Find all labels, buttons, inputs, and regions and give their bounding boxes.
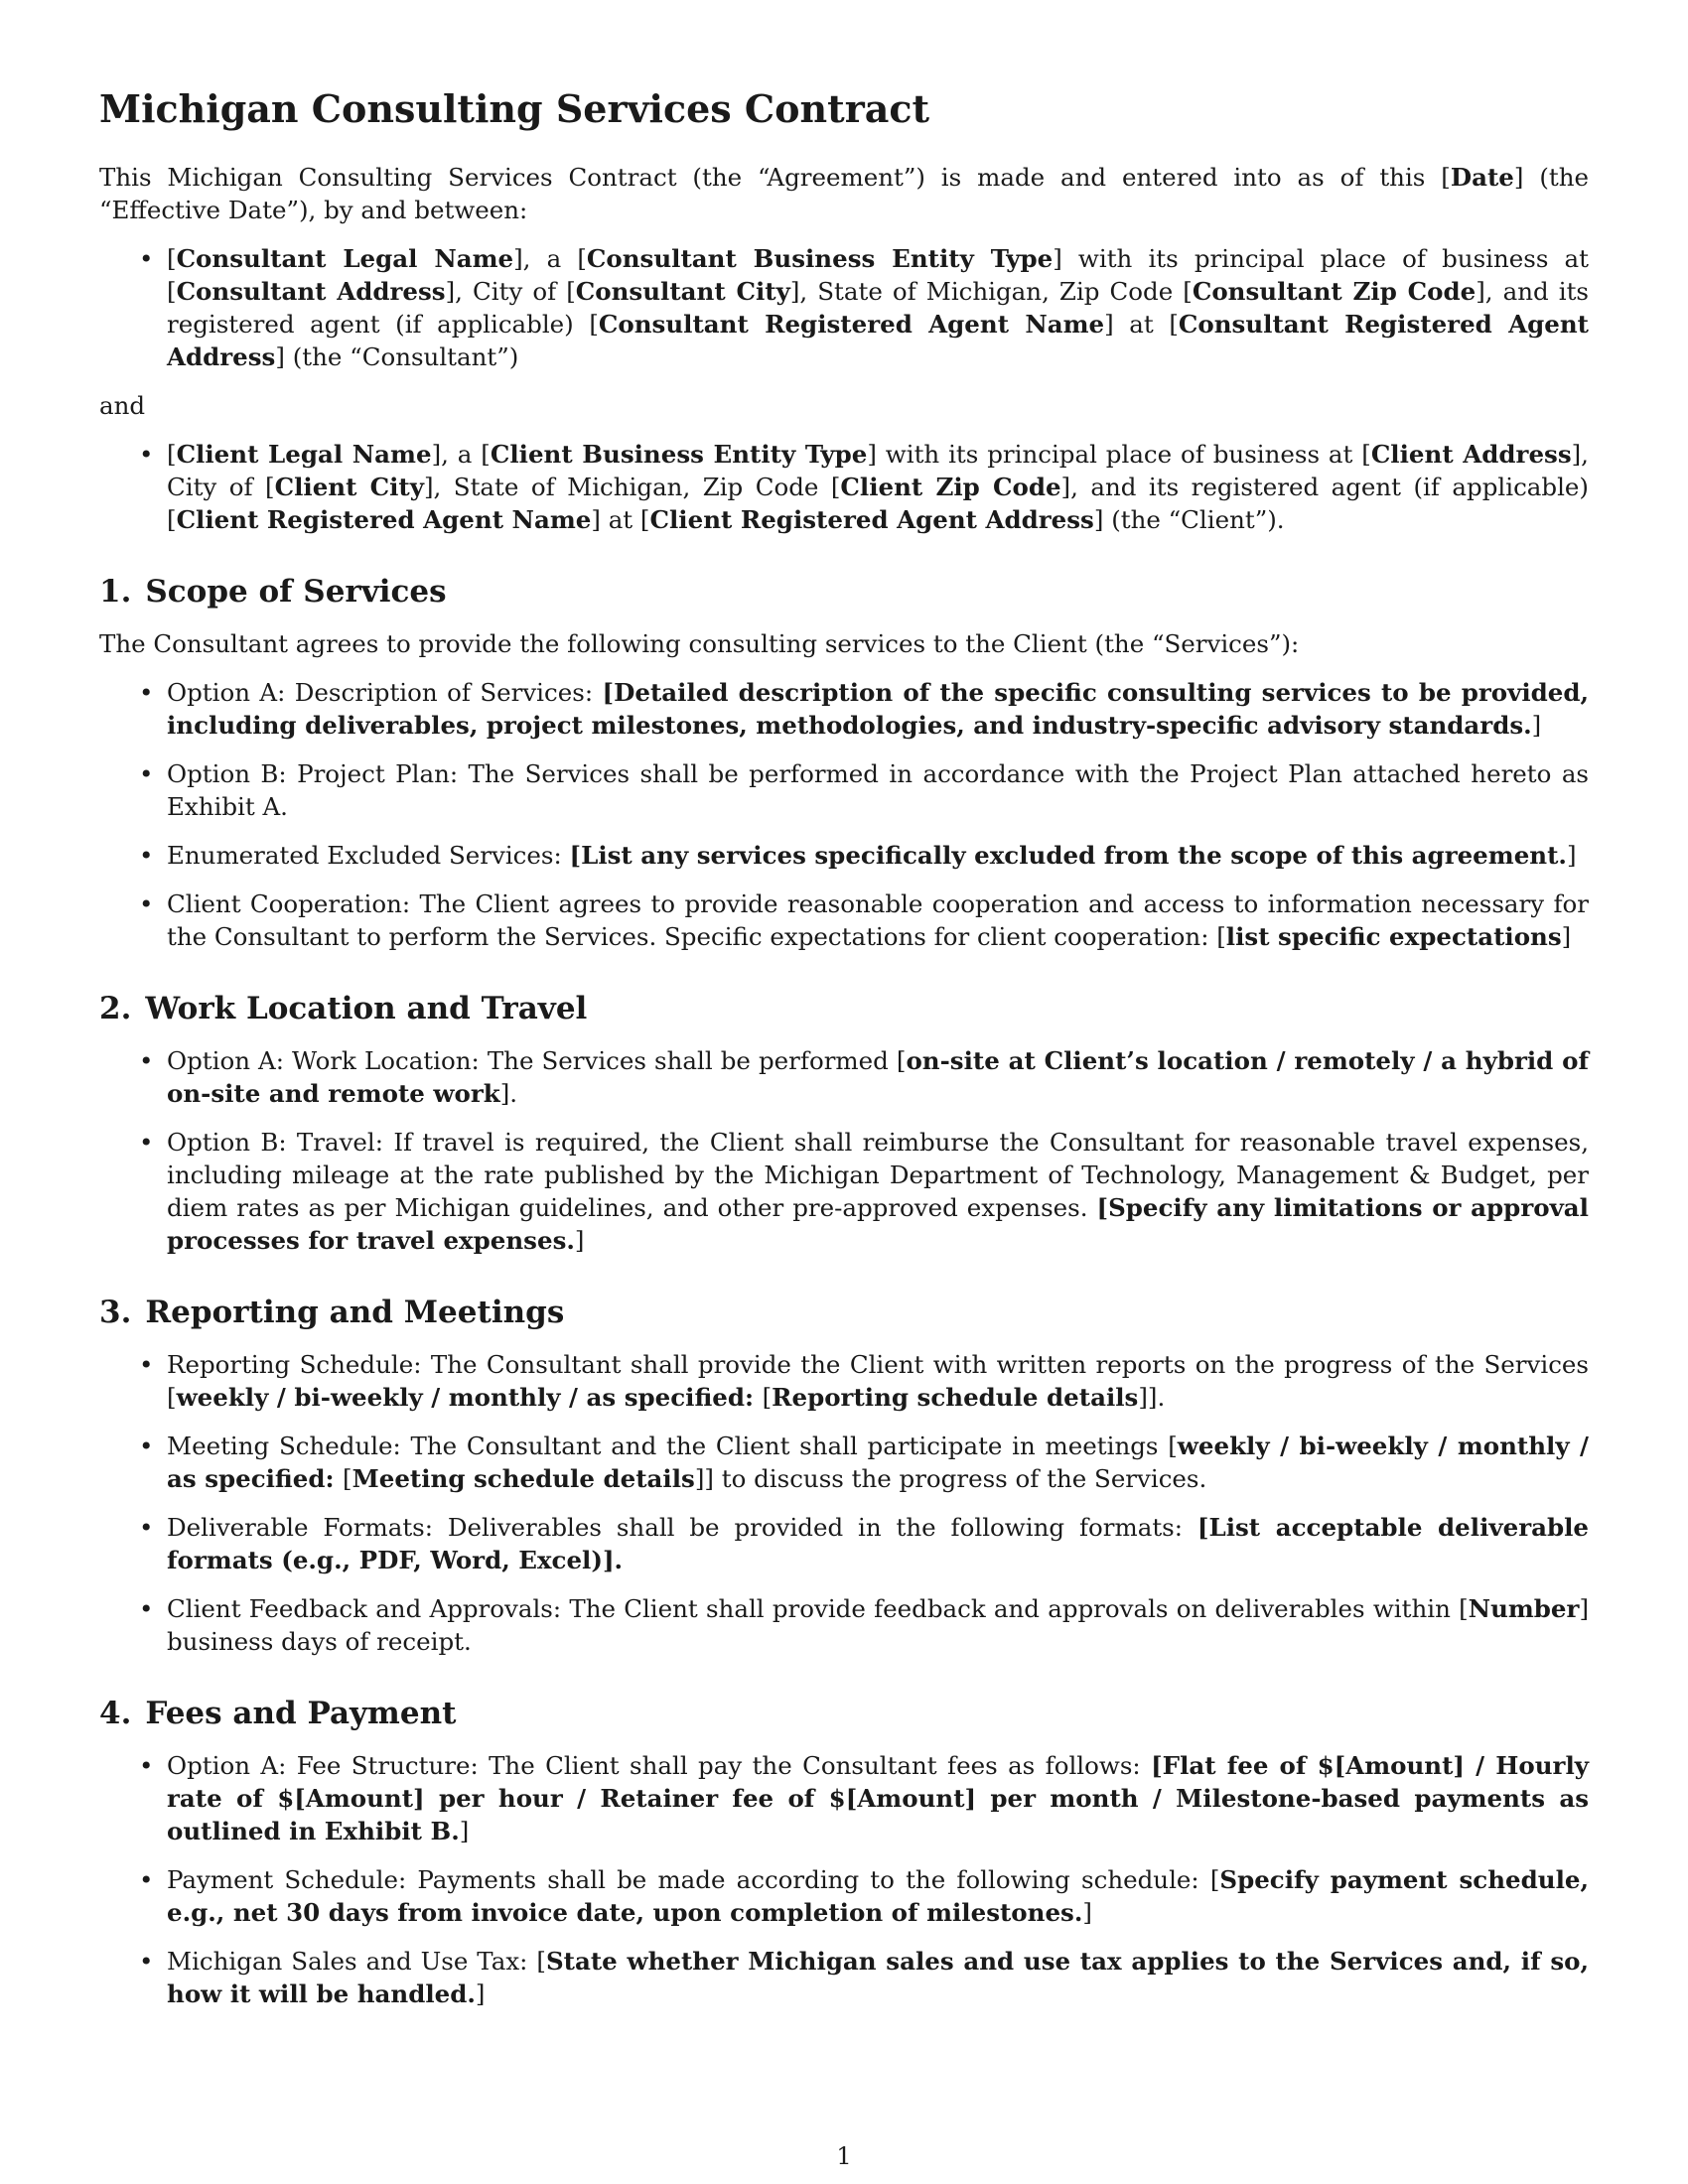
section-number: 2. [99,991,132,1026]
text: Reporting Schedule: The Consultant shall provide the Client with written reports on the progress of the Services [ [167,1350,1589,1412]
list-item [167,1945,1589,2010]
placeholder: [List acceptable deliverable formats (e.g., PDF, Word, Excel)]. [167,1513,1590,1574]
text: ], City of [ [167,440,1589,501]
client-city: Client City [274,473,424,501]
text: Deliverable Formats: Deliverables shall be provided in the following formats: [167,1513,1197,1542]
consultant-city: Consultant City [575,277,790,306]
text: ] at [ [1104,310,1179,339]
section-title: Fees and Payment [145,1696,457,1731]
intro-paragraph [99,161,1589,226]
text: ], a [ [513,244,587,273]
party-list-consultant [99,242,1589,373]
placeholder: list specific expectations [1225,922,1562,951]
text: ], a [ [431,440,491,469]
list-item [167,1749,1589,1847]
text: ], and its registered agent (if applicable) [ [167,277,1589,339]
text: [ [167,440,177,469]
text: [ [762,1383,773,1412]
text: Option B: Travel: If travel is required, the Client shall reimburse the Consultant for reasonable travel expenses, including mileage at the rate published by the Michigan Department of Technology, Management & Budget, per diem rates as per Michigan guidelines, and other pre-approved expenses. [167,1128,1589,1222]
placeholder: Specify payment schedule, e.g., net 30 days from invoice date, upon completion of milestones. [167,1865,1589,1927]
client-agent-address: Client Registered Agent Address [649,505,1094,534]
client-legal-name: Client Legal Name [176,440,432,469]
placeholder: on-site at Client’s location / remotely / a hybrid of on-site and remote work [167,1046,1589,1108]
text: ] [1082,1898,1092,1927]
placeholder: weekly / bi-weekly / monthly / as specified: [167,1432,1590,1493]
text: ] (the “Client”). [1093,505,1285,534]
intro-text: ] (the “Effective Date”), by and between: [99,163,1589,224]
section-2-heading [99,991,1589,1026]
text: Payment Schedule: Payments shall be made according to the following schedule: [ [167,1865,1220,1894]
section-4-list [99,1749,1589,2010]
consultant-address: Consultant Address [176,277,446,306]
placeholder: [Specify any limitations or approval processes for travel expenses. [167,1193,1589,1255]
section-1-list [99,676,1589,953]
text: ], State of Michigan, Zip Code [ [789,277,1193,306]
placeholder: Meeting schedule details [352,1464,695,1493]
section-number: 3. [99,1295,132,1330]
text: Client Cooperation: The Client agrees to provide reasonable cooperation and access to information necessary for the Consultant to perform the Services. Specific expectations for client cooperation: [ [167,889,1589,951]
text: ] [1566,841,1577,870]
client-zip: Client Zip Code [840,473,1061,501]
text: ] [1561,922,1572,951]
date-placeholder: Date [1450,163,1514,192]
section-title: Reporting and Meetings [145,1295,565,1330]
consultant-party [167,242,1589,373]
consultant-legal-name: Consultant Legal Name [176,244,514,273]
section-4-heading [99,1696,1589,1731]
client-address: Client Address [1370,440,1572,469]
text: Enumerated Excluded Services: [167,841,570,870]
text: [ [343,1464,352,1493]
text: [ [167,244,177,273]
text: ] [459,1817,470,1845]
section-2-list [99,1044,1589,1257]
list-item [167,1430,1589,1495]
client-entity-type: Client Business Entity Type [490,440,868,469]
text: ] business days of receipt. [167,1594,1589,1656]
text: ] (the “Consultant”) [275,342,519,371]
and-text: and [99,391,146,420]
client-agent-name: Client Registered Agent Name [176,505,592,534]
text: ] with its principal place of business at [ [867,440,1371,469]
text: ], and its registered agent (if applicable) [ [167,473,1589,534]
list-item [167,1348,1589,1414]
text: Option A: Fee Structure: The Client shall pay the Consultant fees as follows: [167,1751,1152,1780]
placeholder: [Flat fee of $[Amount] / Hourly rate of $[Amount] per hour / Retainer fee of $[Amount] per month / Milestone-based payments as outlined in Exhibit B. [167,1751,1589,1845]
text: Meeting Schedule: The Consultant and the Client shall participate in meetings [ [167,1432,1178,1460]
section-1-heading [99,574,1589,610]
list-item [167,1044,1589,1110]
text: ] [1531,711,1542,740]
list-item [167,839,1589,872]
placeholder: Number [1468,1594,1580,1623]
text: Michigan Sales and Use Tax: [ [167,1947,546,1976]
section-number: 1. [99,574,132,610]
list-item [167,1511,1589,1576]
text: Client Feedback and Approvals: The Client shall provide feedback and approvals on deliverables within [ [167,1594,1469,1623]
text: Option B: Project Plan: The Services shall be performed in accordance with the Project Plan attached hereto as Exhibit A. [167,759,1589,821]
page-title: Michigan Consulting Services Contract [99,86,930,131]
intro-text: This Michigan Consulting Services Contract (the “Agreement”) is made and entered into as of this [ [99,163,1451,192]
consultant-zip: Consultant Zip Code [1192,277,1477,306]
placeholder: Reporting schedule details [772,1383,1139,1412]
text: ] [475,1979,486,2008]
list-item [167,887,1589,953]
text: Option A: Work Location: The Services shall be performed [ [167,1046,907,1075]
text: ], State of Michigan, Zip Code [ [423,473,841,501]
client-party [167,438,1589,536]
document-page [99,87,1589,2026]
text: Option A: Description of Services: [167,678,603,707]
list-item [167,757,1589,823]
section-3-heading [99,1295,1589,1330]
consultant-entity-type: Consultant Business Entity Type [586,244,1054,273]
page-number: 1 [836,2142,852,2170]
text: ] [574,1226,585,1255]
text: ]] to discuss the progress of the Services. [694,1464,1207,1493]
party-list-client [99,438,1589,536]
section-title: Work Location and Travel [145,991,588,1026]
list-item [167,1592,1589,1658]
consultant-agent-name: Consultant Registered Agent Name [598,310,1105,339]
section-number: 4. [99,1696,132,1731]
list-item [167,1126,1589,1257]
section-3-list [99,1348,1589,1658]
placeholder: State whether Michigan sales and use tax applies to the Services and, if so, how it will be handled. [167,1947,1590,2008]
text: ] at [ [591,505,650,534]
text: ] with its principal place of business at [ [167,244,1589,306]
consultant-agent-address: Consultant Registered Agent Address [167,310,1589,371]
section-title: Scope of Services [145,574,447,610]
list-item [167,1863,1589,1929]
text: ], City of [ [445,277,576,306]
placeholder: [Detailed description of the specific consulting services to be provided, including deliverables, project milestones, methodologies, and industry-specific advisory standards. [167,678,1590,740]
text: ]. [499,1079,518,1108]
section-1-intro: The Consultant agrees to provide the following consulting services to the Client (the “Services”): [99,629,1300,658]
placeholder: weekly / bi-weekly / monthly / as specified: [176,1383,763,1412]
placeholder: [List any services specifically excluded from the scope of this agreement. [569,841,1567,870]
list-item [167,676,1589,742]
text: ]]. [1138,1383,1166,1412]
